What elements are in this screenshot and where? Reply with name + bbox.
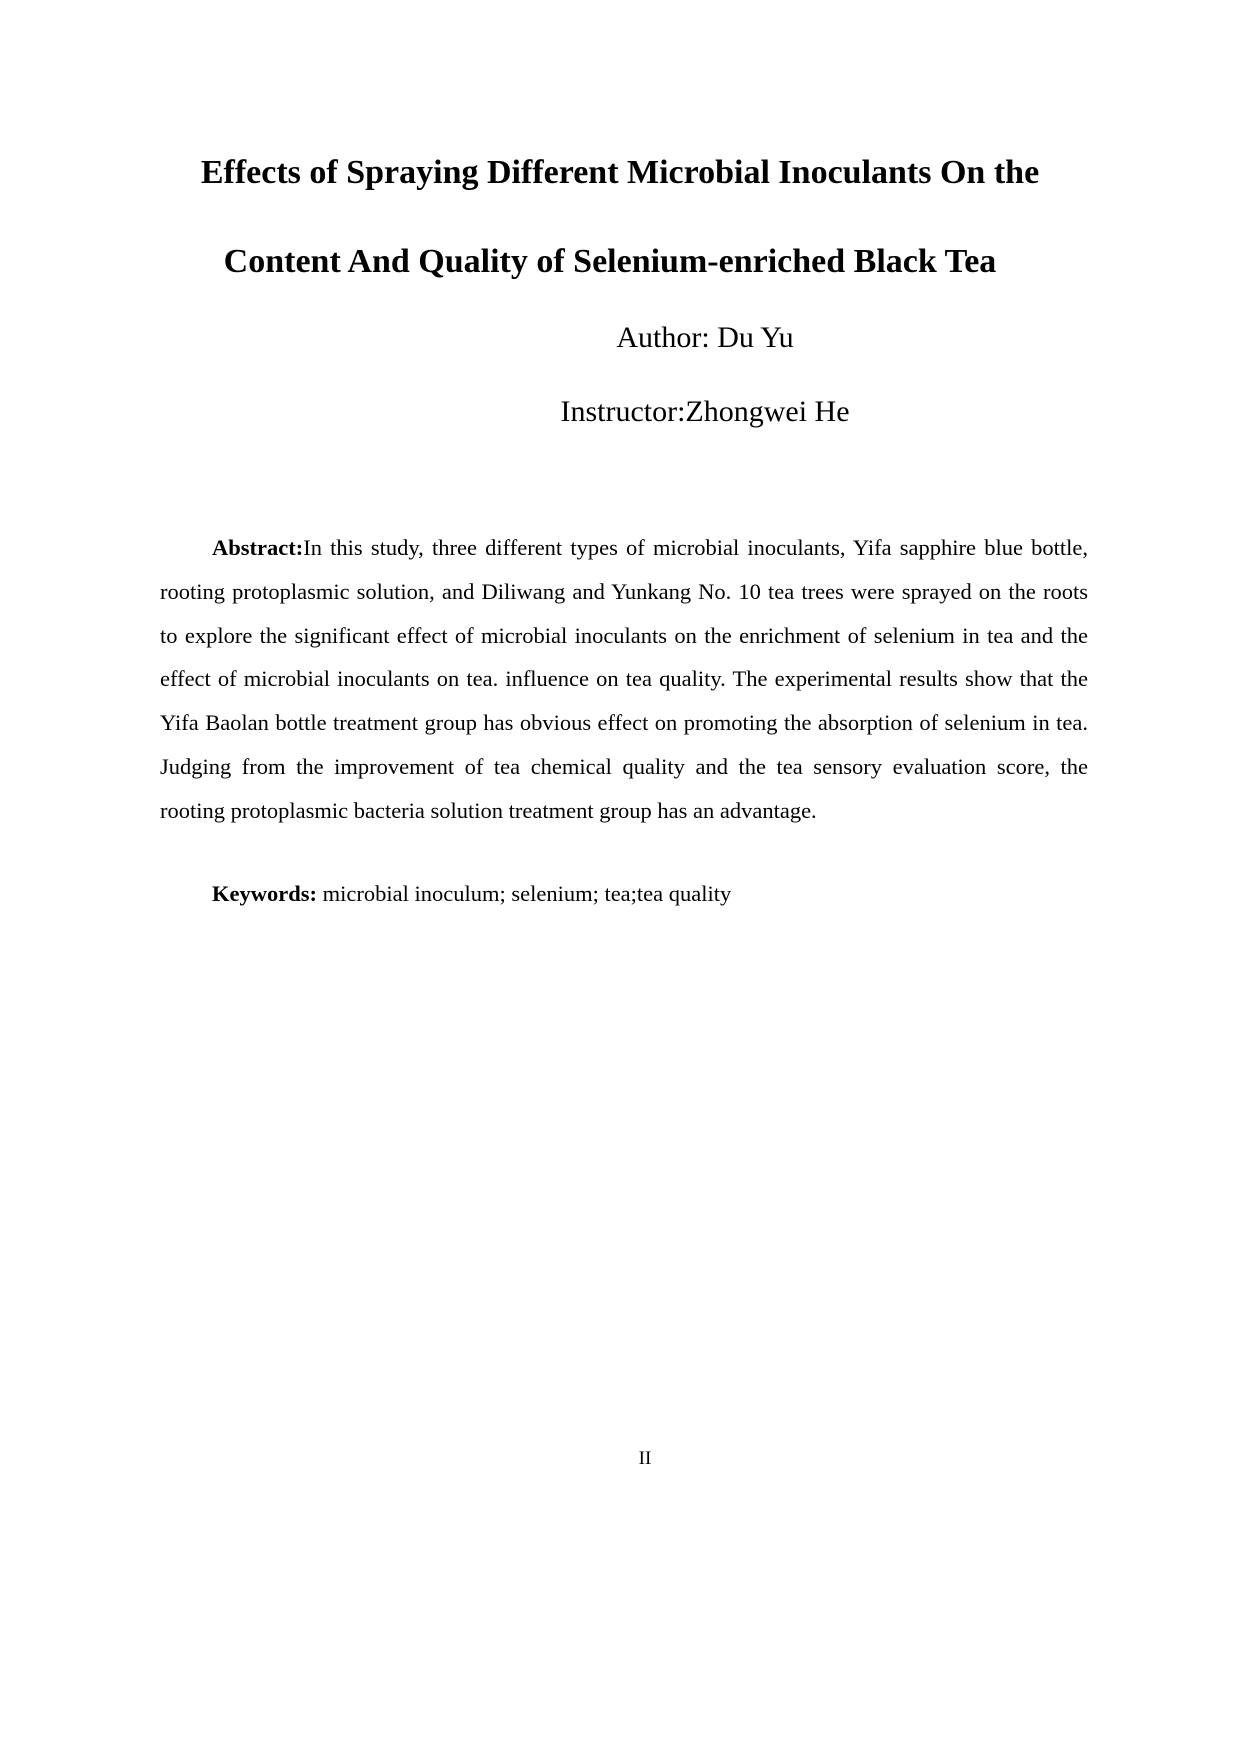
page-number: II xyxy=(638,1448,652,1469)
keywords-paragraph xyxy=(160,872,1088,916)
abstract-label: Abstract: xyxy=(212,535,304,560)
abstract-text: In this study, three different types of microbial inoculants, Yifa sapphire blue bottle, rooting protoplasmic solution, and Diliwang and Yunkang No. 10 tea trees were sprayed on the roots to explore the significant effect of microbial inoculants on the enrichment of selenium in tea and the effect of microbial inoculants on tea. influence on tea quality. The experimental results show that the Yifa Baolan bottle treatment group has obvious effect on promoting the absorption of selenium in tea. Judging from the improvement of tea chemical quality and the tea sensory evaluation score, the rooting protoplasmic bacteria solution treatment group has an advantage. xyxy=(160,535,1088,823)
keywords-text: microbial inoculum; selenium; tea;tea quality xyxy=(317,881,732,906)
paper-title-line-2: Content And Quality of Selenium-enriched Black Tea xyxy=(223,243,997,280)
keywords-label: Keywords: xyxy=(212,881,317,906)
author-line: Author: Du Yu xyxy=(616,321,794,354)
abstract-paragraph xyxy=(160,526,1088,833)
paper-title-line-1: Effects of Spraying Different Microbial Inoculants On the xyxy=(200,154,1040,191)
instructor-line: Instructor:Zhongwei He xyxy=(560,395,850,428)
